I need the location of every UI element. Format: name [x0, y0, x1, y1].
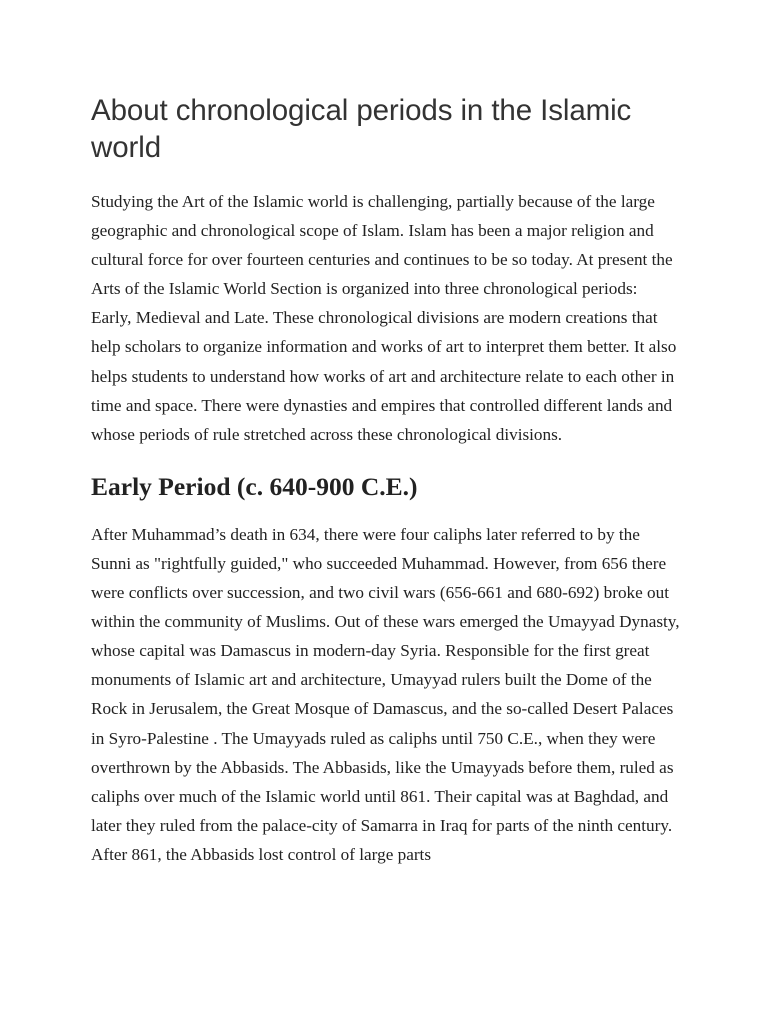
- intro-paragraph: Studying the Art of the Islamic world is challenging, partially because of the large geographic and chronological scope of Islam. Islam has been a major religion and cultural force for over fourteen centuries and continues to be so today. At present the Arts of the Islamic World Section is organized into three chronological periods: Early, Medieval and Late. These chronological divisions are modern creations that help scholars to organize information and works of art to interpret them better. It also helps students to understand how works of art and architecture relate to each other in time and space. There were dynasties and empires that controlled different lands and whose periods of rule stretched across these chronological divisions.: [91, 192, 677, 444]
- section-heading-early-period: Early Period (c. 640-900 C.E.): [91, 471, 418, 501]
- page-title: About chronological periods in the Islamic world: [91, 94, 632, 164]
- early-period-paragraph: After Muhammad’s death in 634, there were four caliphs later referred to by the Sunni as "rightfully guided," who succeeded Muhammad. However, from 656 there were conflicts over succession, and two civil wars (656-661 and 680-692) broke out within the community of Muslims. Out of these wars emerged the Umayyad Dynasty, whose capital was Damascus in modern-day Syria. Responsible for the first great monuments of Islamic art and architecture, Umayyad rulers built the Dome of the Rock in Jerusalem, the Great Mosque of Damascus, and the so-called Desert Palaces in Syro-Palestine . The Umayyads ruled as caliphs until 750 C.E., when they were overthrown by the Abbasids. The Abbasids, like the Umayyads before them, ruled as caliphs over much of the Islamic world until 861. Their capital was at Baghdad, and later they ruled from the palace-city of Samarra in Iraq for parts of the ninth century. After 861, the Abbasids lost control of large parts: [91, 524, 680, 864]
- article-content: [91, 92, 681, 869]
